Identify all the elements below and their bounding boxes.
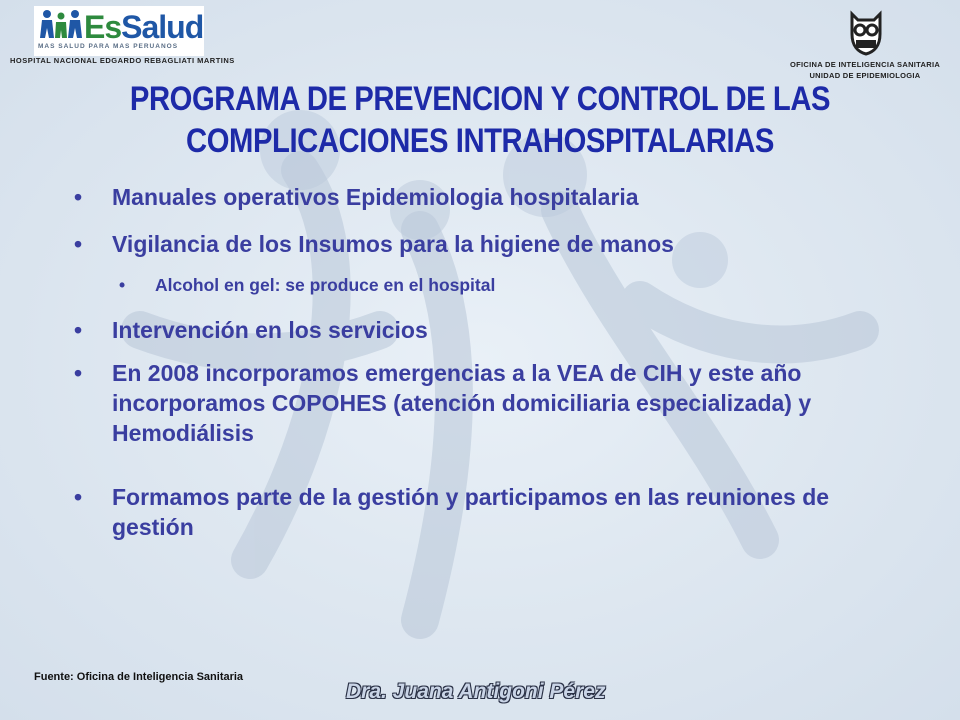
bullet-text: Manuales operativos Epidemiologia hospitalaria (112, 184, 639, 210)
logo-tagline: MAS SALUD PARA MAS PERUANOS (38, 43, 179, 50)
logo-es-text: Es (84, 9, 122, 45)
title-line-1: PROGRAMA DE PREVENCION Y CONTROL DE LAS (129, 80, 831, 118)
org-name: OFICINA DE INTELIGENCIA SANITARIA (790, 60, 941, 69)
hospital-name: HOSPITAL NACIONAL EDGARDO REBAGLIATI MARTINS (10, 56, 235, 65)
bullet-item (74, 482, 912, 542)
title-line-2: COMPLICACIONES INTRAHOSPITALARIAS (186, 122, 774, 160)
bullet-text: En 2008 incorporamos emergencias a la VEA de CIH y este año incorporamos COPOHES (atención domiciliaria especializada) y Hemodiálisis (112, 360, 812, 446)
bullet-marker: • (74, 317, 83, 343)
bullet-item (74, 229, 912, 259)
logo-salud-text: Salud (121, 9, 204, 45)
author-name: Dra. Juana Antigoni Pérez (346, 680, 606, 703)
source-note: Fuente: Oficina de Inteligencia Sanitaria (34, 671, 244, 683)
bullet-marker: • (119, 275, 126, 295)
bullet-item (74, 358, 912, 448)
sub-bullet-item (119, 273, 855, 297)
bullet-text: Intervención en los servicios (112, 317, 428, 343)
bullet-text: Vigilancia de los Insumos para la higiene de manos (112, 231, 674, 257)
unit-name: UNIDAD DE EPIDEMIOLOGIA (809, 71, 921, 80)
bullet-marker: • (74, 231, 83, 257)
bullet-marker: • (74, 360, 83, 386)
bullet-item (74, 315, 912, 345)
bullet-item (74, 182, 912, 212)
bullet-marker: • (74, 184, 83, 210)
bullet-text: Formamos parte de la gestión y participamos en las reuniones de gestión (112, 484, 830, 540)
bullet-text: Alcohol en gel: se produce en el hospital (155, 275, 496, 295)
bullet-marker: • (74, 484, 83, 510)
